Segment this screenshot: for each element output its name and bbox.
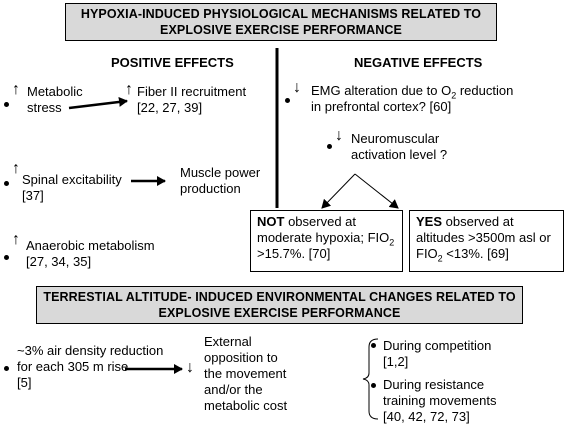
bottom-title-line2: EXPLOSIVE EXERCISE PERFORMANCE: [158, 306, 401, 320]
yes-line3a: FIO: [416, 246, 438, 261]
fiber-line1: Fiber II recruitment: [137, 84, 247, 99]
yes-line3: [416, 246, 557, 262]
yes-sub: 2: [437, 253, 443, 264]
comp-line2: [1,2]: [383, 354, 409, 369]
air-density-text: [17, 343, 163, 391]
left-bracket: [363, 339, 378, 419]
muscle-line2: production: [180, 181, 241, 196]
yes-line3b: <13%. [69]: [442, 246, 509, 261]
spinal-line1: Spinal excitability: [22, 172, 122, 187]
down-arrow-icon: ↓: [335, 127, 343, 144]
not-observed-box: [250, 210, 403, 272]
opp-line1: External: [204, 334, 252, 349]
up-arrow-icon: ↑: [125, 81, 133, 98]
spinal-line2: [37]: [22, 188, 44, 203]
emg-line2: in prefrontal cortex? [60]: [311, 99, 452, 114]
metabolic-line2: stress: [27, 100, 62, 115]
opp-line4: and/or the: [204, 382, 263, 397]
yes-line2: altitudes >3500m asl or: [416, 230, 551, 245]
air-line2: for each 305 m rise: [17, 359, 129, 374]
comp-line1: During competition: [383, 338, 492, 353]
neuro-line1: Neuromuscular: [351, 131, 440, 146]
not-line1: [257, 214, 396, 230]
up-arrow-icon: ↑: [12, 81, 20, 98]
muscle-power-text: [180, 165, 260, 197]
neuromuscular-text: [351, 131, 447, 163]
down-arrow-icon: ↓: [293, 79, 301, 96]
bullet-competition: [371, 343, 376, 348]
opp-line5: metabolic cost: [204, 398, 288, 413]
not-line3: >15.7%. [70]: [257, 246, 331, 261]
positive-effects-header: POSITIVE EFFECTS: [111, 55, 234, 70]
muscle-line1: Muscle power: [180, 165, 261, 180]
up-arrow-icon: ↑: [12, 231, 20, 248]
spinal-excitability-text: [22, 172, 122, 204]
yes-line1: [416, 214, 557, 230]
not-strong: NOT: [257, 214, 285, 229]
anaerobic-line1: Anaerobic metabolism: [26, 238, 155, 253]
opp-line2: opposition to: [204, 350, 278, 365]
fiber-recruitment-text: [137, 84, 246, 116]
yes-line1-rest: observed at: [442, 214, 514, 229]
not-sub: 2: [389, 237, 395, 248]
not-line2-text: moderate hypoxia; FIO: [257, 230, 390, 245]
yes-strong: YES: [416, 214, 443, 229]
emg-line1a: EMG alteration due to O: [311, 83, 452, 98]
resistance-text: [383, 377, 496, 425]
emg-line1: [311, 83, 513, 99]
bullet-anaerobic: [4, 255, 9, 260]
up-arrow-icon: ↑: [12, 160, 20, 177]
bullet-neuromuscular: [327, 144, 332, 149]
bullet-spinal: [4, 181, 9, 186]
down-arrow-icon: ↓: [186, 359, 194, 376]
emg-line1b: reduction: [456, 83, 514, 98]
bullet-resistance: [371, 383, 376, 388]
emg-sub: 2: [451, 90, 457, 101]
bullet-air-density: [4, 366, 9, 371]
bullet-metabolic: [4, 102, 9, 107]
anaerobic-text: [26, 238, 155, 270]
opposition-text: [204, 334, 287, 414]
not-line2: [257, 230, 396, 246]
res-line3: [40, 42, 72, 73]: [383, 409, 470, 424]
metabolic-line1: Metabolic: [27, 84, 83, 99]
bottom-title-line1: TERRESTIAL ALTITUDE- INDUCED ENVIRONMENTAL CHANGES RELATED TO: [43, 290, 516, 304]
top-title-box: [65, 3, 497, 41]
arrow-to-not-box: [322, 174, 355, 208]
anaerobic-line2: [27, 34, 35]: [26, 254, 92, 269]
competition-text: [383, 338, 491, 370]
emg-text: [311, 83, 513, 115]
top-title-line1: HYPOXIA-INDUCED PHYSIOLOGICAL MECHANISMS RELATED TO: [80, 7, 482, 21]
air-line3: [5]: [17, 375, 32, 390]
not-line1-rest: observed at: [284, 214, 356, 229]
res-line2: training movements: [383, 393, 497, 408]
top-title-line2: EXPLOSIVE EXERCISE PERFORMANCE: [160, 23, 402, 37]
negative-effects-header: NEGATIVE EFFECTS: [354, 55, 483, 70]
neuro-line2: activation level ?: [351, 147, 448, 162]
metabolic-stress-text: [27, 84, 83, 116]
fiber-line2: [22, 27, 39]: [137, 100, 203, 115]
bullet-emg: [285, 98, 290, 103]
yes-observed-box: [409, 210, 564, 272]
arrow-to-yes-box: [355, 174, 398, 208]
air-line1: ~3% air density reduction: [17, 343, 164, 358]
opp-line3: the movement: [204, 366, 287, 381]
res-line1: During resistance: [383, 377, 485, 392]
bottom-title-box: [36, 286, 523, 324]
